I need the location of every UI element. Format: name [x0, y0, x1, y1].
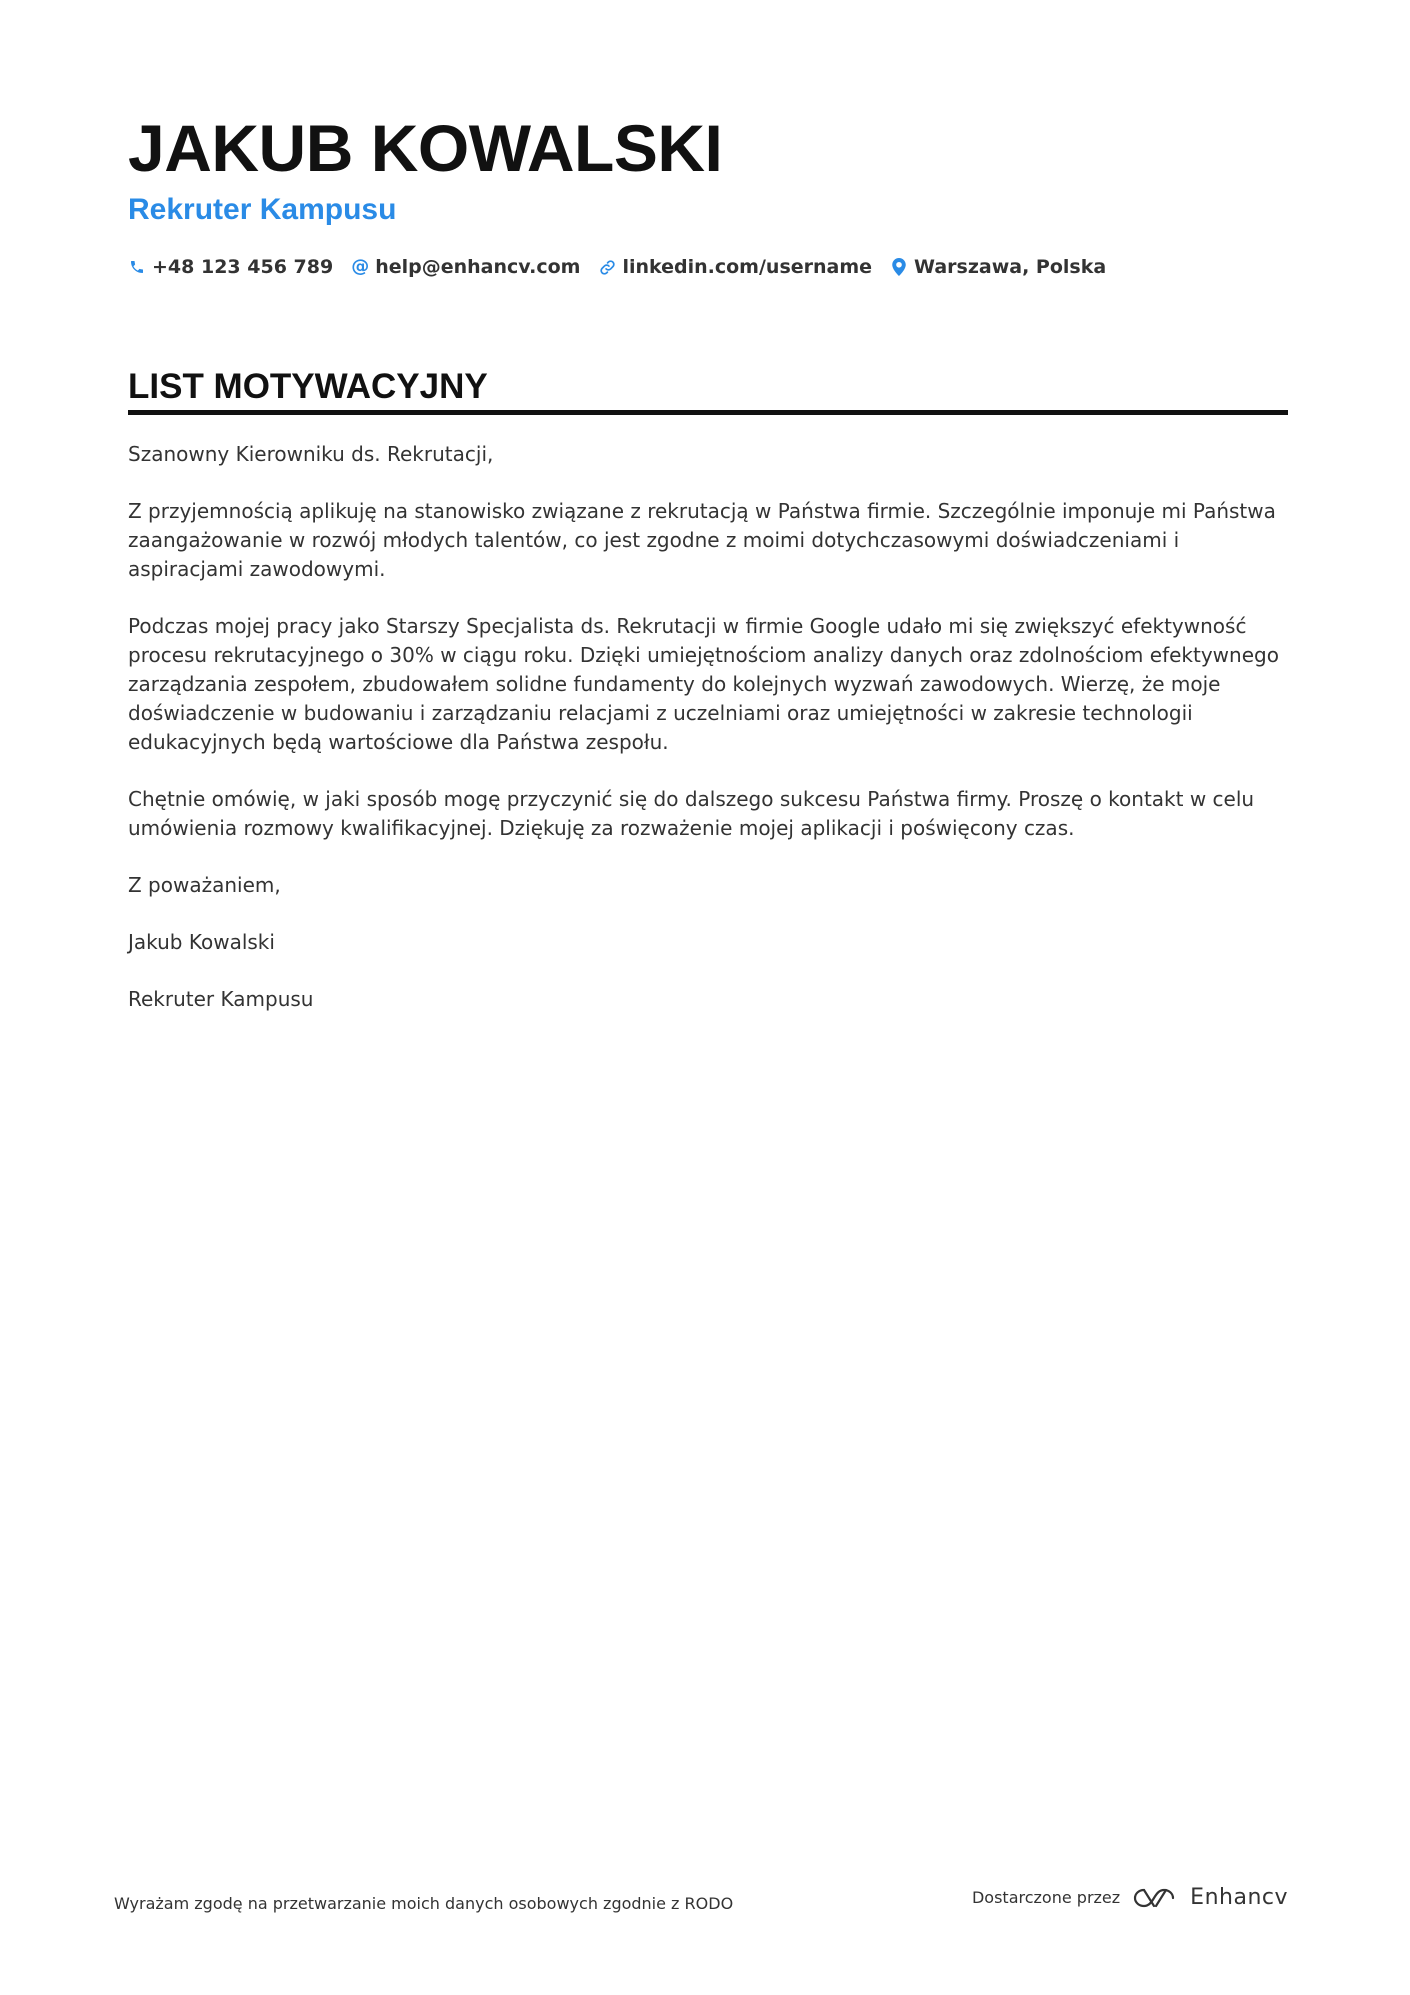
letter-signature-name: Jakub Kowalski: [128, 930, 275, 954]
contact-location-text: Warszawa, Polska: [914, 256, 1107, 278]
section-divider: [128, 410, 1288, 415]
letter-signature-role: Rekruter Kampusu: [128, 987, 314, 1011]
letter-paragraph: Podczas mojej pracy jako Starszy Specjalista ds. Rekrutacji w firmie Google udało mi się zwiększyć efektywność procesu rekrutacyjnego o 30% w ciągu roku. Dzięki umiejętnościom analizy danych oraz zdolnościom efektywnego zarządzania zespołem, zbudowałem solidne fundamenty do kolejnych wyzwań zawodowych. Wierzę, że moje doświadczenie w budowaniu i zarządzaniu relacjami z uczelniami oraz umiejętności w zakresie technologii edukacyjnych będą wartościowe dla Państwa zespołu.: [128, 614, 1279, 754]
candidate-name: JAKUB KOWALSKI: [128, 111, 723, 185]
location-pin-icon: [890, 257, 908, 277]
at-icon: @: [351, 256, 370, 277]
contact-location: [890, 252, 1106, 282]
contact-linkedin-text: linkedin.com/username: [622, 256, 873, 278]
link-icon: [598, 257, 616, 277]
contact-phone: [128, 252, 333, 282]
candidate-role: Rekruter Kampusu: [128, 193, 397, 226]
phone-icon: [128, 257, 146, 277]
letter-closing: Z poważaniem,: [128, 873, 281, 897]
letter-body: [128, 440, 1288, 1042]
powered-by: [972, 1885, 1288, 1911]
enhancv-brand-name: Enhancv: [1190, 1885, 1288, 1910]
contact-bar: [128, 252, 1106, 282]
section-title: LIST MOTYWACYJNY: [128, 367, 488, 406]
contact-email: [351, 252, 580, 282]
contact-email-text: help@enhancv.com: [375, 256, 581, 278]
letter-salutation: Szanowny Kierowniku ds. Rekrutacji,: [128, 442, 494, 466]
gdpr-consent-note: Wyrażam zgodę na przetwarzanie moich danych osobowych zgodnie z RODO: [114, 1894, 734, 1913]
letter-paragraph: Chętnie omówię, w jaki sposób mogę przyczynić się do dalszego sukcesu Państwa firmy. Proszę o kontakt w celu umówienia rozmowy kwalifikacyjnej. Dziękuję za rozważenie mojej aplikacji i poświęcony czas.: [128, 787, 1255, 840]
contact-linkedin: [598, 252, 872, 282]
enhancv-logo-icon: [1132, 1886, 1178, 1910]
letter-paragraph: Z przyjemnością aplikuję na stanowisko związane z rekrutacją w Państwa firmie. Szczególnie imponuje mi Państwa zaangażowanie w rozwój młodych talentów, co jest zgodne z moimi dotychczasowymi doświadczeniami i aspiracjami zawodowymi.: [128, 499, 1276, 581]
powered-by-label: Dostarczone przez: [971, 1888, 1121, 1907]
contact-phone-text: +48 123 456 789: [152, 256, 334, 278]
